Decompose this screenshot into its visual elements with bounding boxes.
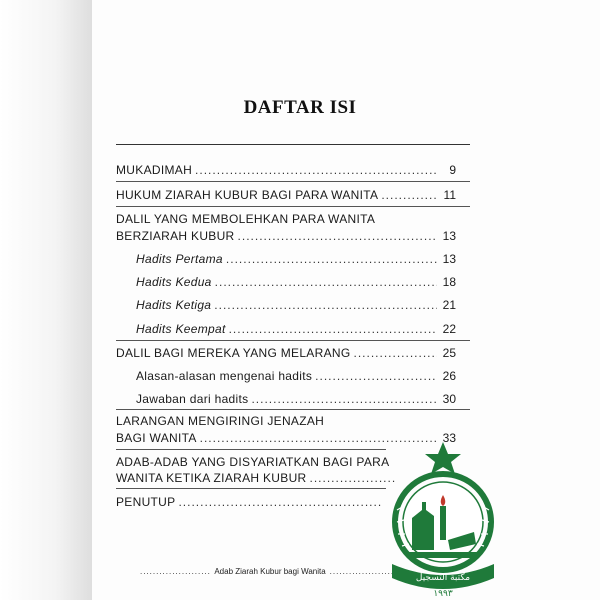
toc-page-number: 33 xyxy=(442,431,456,445)
leader-dots xyxy=(229,322,437,336)
stamp-year-text: ١٩٩٣ xyxy=(433,589,453,599)
toc-label: MUKADIMAH xyxy=(116,163,193,177)
leader-dots xyxy=(238,229,437,243)
separator xyxy=(116,340,470,341)
toc-label: Alasan-alasan mengenai hadits xyxy=(136,369,313,383)
leader-dots xyxy=(315,369,437,383)
toc-entry-dalil-melarang xyxy=(116,346,456,360)
toc-page-number: 30 xyxy=(442,392,456,406)
toc-label: PENUTUP xyxy=(116,495,176,509)
page-title: DAFTAR ISI xyxy=(243,97,357,118)
toc-entry-jawaban xyxy=(136,392,456,406)
toc-label: Hadits Ketiga xyxy=(136,298,212,312)
toc-entry-hadits-ketiga xyxy=(136,298,456,312)
toc-label: HUKUM ZIARAH KUBUR BAGI PARA WANITA xyxy=(116,188,379,202)
leader-dots xyxy=(381,188,437,202)
toc-label: Hadits Keempat xyxy=(136,322,226,336)
separator xyxy=(116,181,470,182)
star-icon xyxy=(425,442,461,474)
running-footer xyxy=(140,567,400,576)
separator xyxy=(116,449,386,450)
separator xyxy=(116,409,470,410)
leader-dots xyxy=(226,252,437,266)
toc-page-number: 13 xyxy=(442,229,456,243)
toc-entry-penutup xyxy=(116,495,401,509)
toc-page-number: 21 xyxy=(442,298,456,312)
toc-entry-hadits-keempat xyxy=(136,322,456,336)
toc-entry-mukadimah xyxy=(116,163,456,177)
leader-dots xyxy=(140,567,210,576)
toc-page-number: 13 xyxy=(442,252,456,266)
leader-dots xyxy=(178,495,382,509)
toc-entry-hukum xyxy=(116,188,456,202)
toc-label-line: LARANGAN MENGIRINGI JENAZAH xyxy=(116,414,325,428)
toc-page-number: 25 xyxy=(442,346,456,360)
separator xyxy=(116,206,470,207)
leader-dots xyxy=(251,392,437,406)
toc-label: Hadits Kedua xyxy=(136,275,212,289)
candle-icon xyxy=(440,506,446,540)
toc-entry-alasan xyxy=(136,369,456,383)
toc-page-number: 22 xyxy=(442,322,456,336)
toc-label: DALIL BAGI MEREKA YANG MELARANG xyxy=(116,346,351,360)
toc-page-number: 26 xyxy=(442,369,456,383)
toc-page-number: 18 xyxy=(442,275,456,289)
leader-dots xyxy=(353,346,437,360)
running-title: Adab Ziarah Kubur bagi Wanita xyxy=(214,567,326,576)
leader-dots xyxy=(215,275,437,289)
toc-label: WANITA KETIKA ZIARAH KUBUR xyxy=(116,471,307,485)
toc-label: BAGI WANITA xyxy=(116,431,197,445)
stamp-arabic-text: مكتبة التسجيل xyxy=(415,573,471,583)
toc-page-number: 9 xyxy=(449,163,456,177)
toc-entry-hadits-kedua xyxy=(136,275,456,289)
toc-page-number: 11 xyxy=(443,188,456,202)
leader-dots xyxy=(195,163,437,177)
toc-label: Hadits Pertama xyxy=(136,252,223,266)
toc-entry-adab xyxy=(116,471,416,485)
toc-entry-dalil-membolehkan xyxy=(116,229,456,243)
leader-dots xyxy=(214,298,437,312)
toc-label: Jawaban dari hadits xyxy=(136,392,249,406)
scan-margin xyxy=(0,0,92,600)
title-rule xyxy=(116,144,470,145)
toc-label-line: ADAB-ADAB YANG DISYARIATKAN BAGI PARA xyxy=(116,455,390,469)
toc-entry-hadits-pertama xyxy=(136,252,456,266)
separator xyxy=(116,488,386,489)
library-stamp-logo xyxy=(382,440,504,600)
toc-label-line: DALIL YANG MEMBOLEHKAN PARA WANITA xyxy=(116,212,376,226)
toc-label: BERZIARAH KUBUR xyxy=(116,229,235,243)
